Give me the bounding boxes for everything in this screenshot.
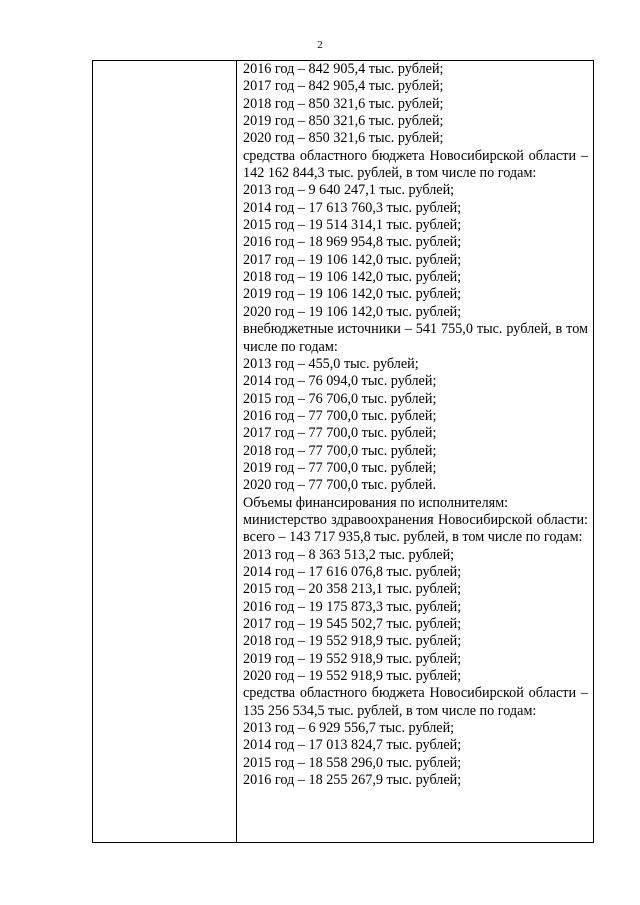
year-line: 2013 год – 8 363 513,2 тыс. рублей; xyxy=(243,546,455,563)
year-line: 2015 год – 76 706,0 тыс. рублей; xyxy=(243,390,437,407)
year-line: 2019 год – 19 552 918,9 тыс. рублей; xyxy=(243,650,462,667)
page-number: 2 xyxy=(317,39,323,51)
year-line: 2020 год – 19 552 918,9 тыс. рублей; xyxy=(243,668,462,685)
ministry-paragraph: министерство здравоохранения Новосибирской области: всего – 143 717 935,8 тыс. рублей, в том числе по годам: xyxy=(243,511,588,546)
year-line: 2016 год – 842 905,4 тыс. рублей; xyxy=(243,61,444,77)
year-line: 2015 год – 18 558 296,0 тыс. рублей; xyxy=(243,754,462,771)
column-divider xyxy=(236,60,237,843)
extrabudget-paragraph: внебюджетные источники – 541 755,0 тыс. рублей, в том числе по годам: xyxy=(243,321,588,355)
year-line: 2017 год – 19 106 142,0 тыс. рублей; xyxy=(243,251,462,268)
year-line: 2016 год – 77 700,0 тыс. рублей; xyxy=(243,407,437,424)
executors-heading: Объемы финансирования по исполнителям: xyxy=(243,494,509,511)
year-line: 2013 год – 9 640 247,1 тыс. рублей; xyxy=(243,182,455,199)
year-line: 2017 год – 842 905,4 тыс. рублей; xyxy=(243,78,444,95)
year-line: 2013 год – 6 929 556,7 тыс. рублей; xyxy=(243,720,455,737)
year-line: 2014 год – 76 094,0 тыс. рублей; xyxy=(243,373,437,390)
year-line: 2016 год – 18 969 954,8 тыс. рублей; xyxy=(243,234,462,251)
year-line: 2018 год – 77 700,0 тыс. рублей; xyxy=(243,442,437,459)
table-right-cell xyxy=(243,61,588,789)
year-line: 2014 год – 17 616 076,8 тыс. рублей; xyxy=(243,563,462,580)
year-line: 2020 год – 77 700,0 тыс. рублей. xyxy=(243,477,436,494)
year-line: 2014 год – 17 013 824,7 тыс. рублей; xyxy=(243,737,462,754)
year-line: 2018 год – 19 106 142,0 тыс. рублей; xyxy=(243,269,462,286)
regional-budget-paragraph: средства областного бюджета Новосибирской области – 135 256 534,5 тыс. рублей, в том числе по годам: xyxy=(243,685,588,719)
year-line: 2019 год – 77 700,0 тыс. рублей; xyxy=(243,459,437,476)
year-line: 2015 год – 19 514 314,1 тыс. рублей; xyxy=(243,217,462,234)
year-line: 2017 год – 19 545 502,7 тыс. рублей; xyxy=(243,616,462,632)
year-line: 2015 год – 20 358 213,1 тыс. рублей; xyxy=(243,581,462,598)
year-line: 2013 год – 455,0 тыс. рублей; xyxy=(243,355,419,372)
year-line: 2020 год – 19 106 142,0 тыс. рублей; xyxy=(243,303,462,320)
year-line: 2019 год – 850 321,6 тыс. рублей; xyxy=(243,113,444,130)
year-line: 2016 год – 18 255 267,9 тыс. рублей; xyxy=(243,772,462,789)
year-line: 2016 год – 19 175 873,3 тыс. рублей; xyxy=(243,598,462,615)
year-line: 2018 год – 19 552 918,9 тыс. рублей; xyxy=(243,633,462,650)
year-line: 2019 год – 19 106 142,0 тыс. рублей; xyxy=(243,286,462,303)
year-line: 2014 год – 17 613 760,3 тыс. рублей; xyxy=(243,199,462,216)
year-line: 2018 год – 850 321,6 тыс. рублей; xyxy=(243,95,444,112)
regional-budget-paragraph: средства областного бюджета Новосибирской области – 142 162 844,3 тыс. рублей, в том числе по годам: xyxy=(243,147,588,182)
year-line: 2017 год – 77 700,0 тыс. рублей; xyxy=(243,425,437,442)
year-line: 2020 год – 850 321,6 тыс. рублей; xyxy=(243,130,444,147)
